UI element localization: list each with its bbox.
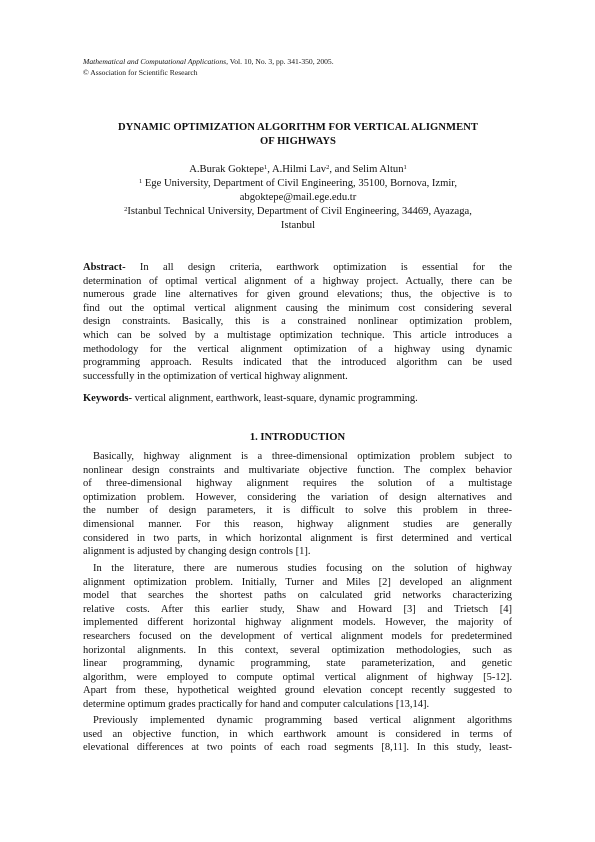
- paragraph-line: model that searches the shortest paths on calculated grid networks characterizing: [83, 590, 512, 602]
- paragraph-line: considered in two parts, in which horizontal alignment is first determined and vertical: [83, 532, 512, 544]
- paragraph-line: researchers focused on the development of vertical alignment models for predetermined: [83, 631, 512, 642]
- journal-citation: [83, 56, 334, 67]
- paragraph-line: used an objective function, in which earthwork amount is considered in terms of: [83, 728, 512, 740]
- author-block: [83, 163, 513, 233]
- paragraph-line: Basically, highway alignment is a three-dimensional optimization problem subject to: [93, 451, 512, 462]
- author-3: , and Selim Altun: [329, 164, 404, 175]
- abstract-line: design constraints. Basically, this is a constrained nonlinear optimization problem,: [83, 316, 512, 328]
- author-email: abgoktepe@mail.ege.edu.tr: [239, 192, 357, 203]
- copyright-line: © Association for Scientific Research: [83, 68, 198, 77]
- author-list: [83, 163, 513, 177]
- paragraph-line: nonlinear design constraints and multivariate objective function. The complex behavior: [83, 464, 512, 476]
- paper-title: [83, 121, 513, 148]
- paragraph-line: relative costs. After this earlier study, Shaw and Howard [3] and Trietsch [4]: [83, 603, 512, 615]
- citation-details: , Vol. 10, No. 3, pp. 341-350, 2005.: [226, 57, 334, 66]
- paragraph-line: dimensional manner. For this reason, highway alignment studies are generally: [83, 519, 512, 530]
- section-heading: 1. INTRODUCTION: [249, 432, 346, 443]
- paragraph-line: Previously implemented dynamic programming based vertical alignment algorithms: [93, 715, 512, 726]
- paragraph-line: implemented different horizontal highway alignment models. However, the majority of: [83, 617, 512, 629]
- abstract-line: determination of optimal vertical alignment of a highway project. Actually, there can be: [83, 275, 512, 287]
- abstract-line: programming approach. Results indicated that the introduced algorithm can be used: [83, 357, 512, 369]
- affiliation-1-mark: 1: [138, 178, 143, 185]
- author-1-affiliation-mark: 1: [263, 164, 268, 171]
- author-2: , A.Hilmi Lav: [267, 164, 327, 175]
- affiliation-2-city: Istanbul: [280, 220, 316, 231]
- title-line-1: DYNAMIC OPTIMIZATION ALGORITHM FOR VERTICAL ALIGNMENT: [117, 122, 479, 133]
- abstract-line: successfully in the optimization of vertical highway alignment.: [83, 370, 348, 382]
- paragraph-line: optimization problem. However, considering the variation of design alternatives and: [83, 491, 512, 503]
- author-3-affiliation-mark: 1: [403, 164, 407, 171]
- abstract-line: [83, 261, 512, 275]
- keywords-text: vertical alignment, earthwork, least-square, dynamic programming.: [132, 393, 418, 404]
- paragraph-line: of three-dimensional highway alignment requires the solution of a multistage: [83, 478, 512, 490]
- affiliation-1-text: Ege University, Department of Civil Engineering, 35100, Bornova, Izmir,: [142, 178, 458, 189]
- paragraph-line: In the literature, there are numerous studies focusing on the solution of highway: [93, 563, 512, 574]
- paragraph-line: linear programming, dynamic programming, state parameterization, and genetic: [83, 658, 512, 670]
- paragraph-line: algorithm, were employed to compute optimal vertical alignment of highway [5-12].: [83, 671, 512, 683]
- affiliation-2: [83, 205, 513, 219]
- paragraph-line: alignment optimization problem. Initially, Turner and Miles [2] developed an alignment: [83, 576, 512, 588]
- paragraph-line: alignment is adjusted by changing design controls [1].: [83, 546, 311, 558]
- author-2-affiliation-mark: 2: [326, 164, 330, 171]
- keywords-line: [83, 392, 512, 406]
- abstract-line: which can be solved by a multistage optimization technique. This article introduces a: [83, 330, 512, 341]
- affiliation-2-mark: 2: [124, 206, 128, 213]
- affiliation-1: [83, 177, 513, 191]
- paragraph-line: horizontal alignments. In this context, several optimization methodologies, such as: [83, 644, 512, 656]
- paragraph-line: elevational differences at two points of each road segments [8,11]. In this study, least-: [83, 742, 512, 754]
- keywords-label: Keywords-: [83, 393, 132, 404]
- affiliation-2-text: Istanbul Technical University, Department of Civil Engineering, 34469, Ayazaga,: [127, 206, 472, 217]
- paragraph-line: the number of design parameters, it is difficult to solve this problem in three-: [83, 505, 512, 517]
- author-1: A.Burak Goktepe: [189, 164, 264, 175]
- title-line-2: OF HIGHWAYS: [260, 135, 336, 147]
- abstract-text: In all design criteria, earthwork optimization is essential for the: [125, 262, 512, 273]
- abstract-line: methodology for the vertical alignment optimization of a highway using dynamic: [83, 343, 512, 355]
- abstract-label: Abstract-: [83, 262, 126, 273]
- abstract-line: find out the optimal vertical alignment causing the minimum cost considering several: [83, 302, 512, 314]
- paragraph-line: Apart from these, hypothetical weighted ground elevation concept recently suggested to: [83, 685, 512, 697]
- journal-name: Mathematical and Computational Applications: [83, 57, 227, 66]
- abstract-line: numerous grade line alternatives for given ground elevations; thus, the objective is to: [83, 289, 512, 301]
- paragraph-line: determine optimum grades practically for hand and computer calculations [13,14].: [83, 699, 430, 710]
